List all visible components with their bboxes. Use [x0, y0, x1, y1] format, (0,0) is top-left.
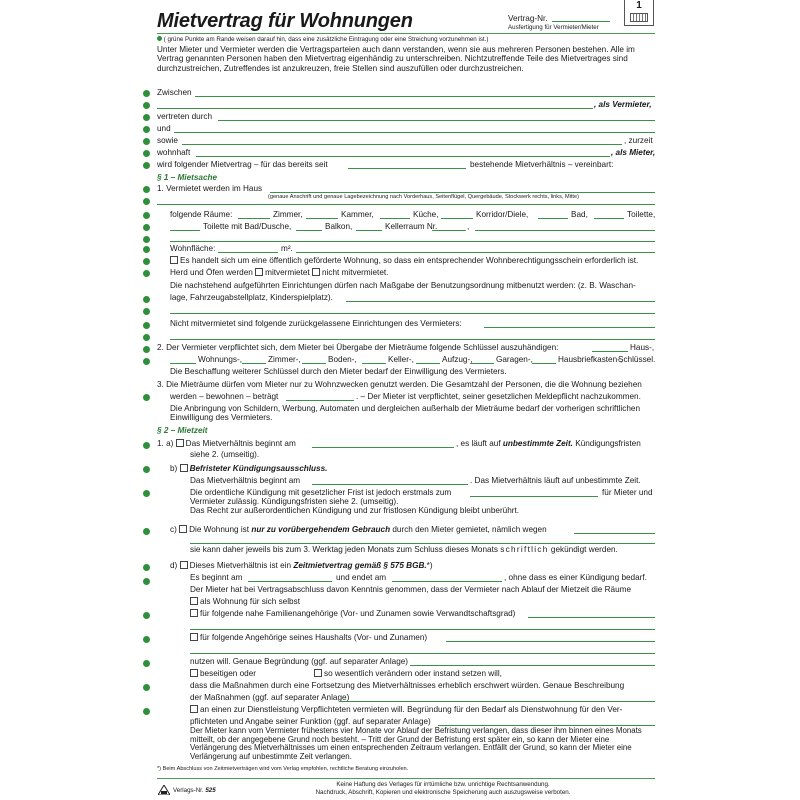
d-beginnt-label: Es beginnt am — [190, 573, 243, 582]
landlord-address-field[interactable] — [157, 108, 593, 109]
margin-dot — [143, 270, 150, 277]
margin-dot — [143, 564, 150, 571]
schluessel-intro: 2. Der Vermieter verpflichtet sich, dem Mieter bei Übergabe der Mieträume folgende Schlüssel auszuhändigen: — [157, 343, 559, 352]
s2-a-row — [157, 439, 296, 448]
page-title: Mietvertrag für Wohnungen — [157, 10, 413, 32]
margin-dot — [143, 308, 150, 315]
margin-dot — [143, 224, 150, 231]
bestehende-label: bestehende Mietverhältnis – vereinbart: — [470, 160, 614, 169]
keller-key-field[interactable] — [362, 363, 386, 364]
c-reason-field-2[interactable] — [190, 543, 655, 544]
garagen-key-label: Garagen-, — [496, 355, 533, 364]
raeume-label: folgende Räume: — [170, 210, 233, 219]
margin-dot — [143, 212, 150, 219]
balkon-count-field[interactable] — [296, 230, 322, 231]
margin-dot — [143, 660, 150, 667]
s2-c-l2a: sie kann daher jeweils bis zum 3. Werktag jeden Monats zum Schluss dieses Monats — [190, 545, 498, 554]
c-reason-field[interactable] — [574, 533, 655, 534]
eigenbedarf-label: als Wohnung für sich selbst — [200, 597, 300, 606]
contract-no-field[interactable] — [552, 21, 610, 22]
toilette-label: Toilette, — [627, 210, 656, 219]
comma-label: , — [467, 222, 470, 231]
dienst-funktion-label: pflichteten und Angabe seiner Funktion (ggf. auf separater Anlage) — [190, 717, 431, 726]
erschwert-text: dass die Maßnahmen durch eine Fortsetzung des Mietverhältnisses erheblich erschwert würden. Genaue Beschreibung — [190, 681, 625, 690]
margin-dot — [143, 102, 150, 109]
briefkasten-key-label: Hausbriefkasten-, — [558, 355, 623, 364]
personen-label: werden – bewohnen – beträgt — [170, 392, 279, 401]
befristet-checkbox[interactable] — [180, 464, 188, 472]
wohnungs-key-field[interactable] — [170, 363, 196, 364]
header-divider — [157, 33, 655, 34]
d-ohne-label: , ohne dass es einer Kündigung bedarf. — [504, 573, 647, 582]
einrichtungen-field[interactable] — [346, 301, 655, 302]
s2-a-sub: siehe 2. (umseitig). — [190, 450, 260, 459]
haus-key-label: Haus-, — [630, 343, 655, 352]
unbestimmte-zeit-label: unbestimmte Zeit. — [502, 439, 573, 448]
kellerraum-nr-field[interactable] — [432, 230, 466, 231]
wohnflaeche-field[interactable] — [218, 252, 278, 253]
herd-row — [170, 268, 388, 277]
margin-dot — [143, 346, 150, 353]
wohnhaft-label: wohnhaft — [157, 148, 191, 157]
representative-field[interactable] — [218, 120, 655, 121]
voruebergehend-label: nur zu vorübergehendem Gebrauch — [251, 525, 391, 534]
s2-d-row — [170, 561, 433, 570]
s2-b-row — [170, 464, 327, 473]
korridor-count-field[interactable] — [441, 218, 473, 219]
margin-dot — [143, 246, 150, 253]
d-beseitigen-row — [190, 669, 256, 678]
s1-p1-label: 1. Vermietet werden im Haus — [157, 184, 263, 193]
und-label: und — [157, 124, 171, 133]
nicht-mitvermietet-checkbox[interactable] — [312, 268, 320, 276]
voruebergehend-checkbox[interactable] — [179, 525, 187, 533]
nicht-mitvermietet-einr-field[interactable] — [484, 327, 655, 328]
section1-heading: § 1 – Mietsache — [157, 173, 218, 182]
schriftlich-label: schriftlich — [500, 545, 549, 554]
d-endet-label: und endet am — [336, 573, 387, 582]
verlag-row — [173, 787, 216, 794]
sowie-label: sowie — [157, 136, 178, 145]
s2-c-t1: Die Wohnung ist — [189, 525, 250, 534]
s2-a-text: Das Mietverhältnis beginnt am — [185, 439, 296, 448]
balkon-label: Balkon, — [325, 222, 353, 231]
aufzug-key-label: Aufzug-, — [442, 355, 473, 364]
house-field[interactable] — [270, 192, 655, 193]
margin-dot — [143, 258, 150, 265]
garagen-key-field[interactable] — [470, 363, 494, 364]
a-begin-field[interactable] — [312, 447, 454, 448]
margin-dot — [143, 114, 150, 121]
d-end-field[interactable] — [392, 581, 502, 582]
s2-a-mid: , es läuft auf — [456, 439, 501, 448]
margin-dot — [143, 358, 150, 365]
nutzen-label: nutzen will. Genaue Begründung (ggf. auf separater Anlage) — [190, 657, 409, 666]
haushalt-field-2[interactable] — [190, 653, 655, 654]
margin-dot — [143, 296, 150, 303]
vertreten-label: vertreten durch — [157, 112, 213, 121]
schluessel-label: Schlüssel. — [618, 355, 656, 364]
toilette-bad-count-field[interactable] — [170, 230, 200, 231]
margin-dot — [143, 612, 150, 619]
kammer-label: Kammer, — [341, 210, 374, 219]
margin-dot — [143, 708, 150, 715]
landlord-name-field[interactable] — [195, 96, 655, 97]
tenant-address-field[interactable] — [196, 156, 610, 157]
massnahmen-label: der Maßnahmen (ggf. auf separater Anlage) — [190, 693, 350, 702]
s2-c-num: c) — [170, 525, 177, 534]
green-dot-icon — [157, 36, 162, 41]
d-veraendern-row — [314, 669, 502, 678]
veraendern-label: so wesentlich verändern oder instand setzen will, — [324, 669, 502, 678]
nachdruck-text: Nachdruck, Abschrift, Kopieren und elektronische Speicherung auch auszugsweise verboten. — [315, 789, 571, 796]
aufzug-key-field[interactable] — [416, 363, 440, 364]
nicht-mitvermietet-einr-label: Nicht mitvermietet sind folgende zurückgelassene Einrichtungen des Vermieters: — [170, 319, 462, 328]
page-corner-box — [624, 0, 654, 26]
house-note: (genaue Anschrift und genaue Lagebezeichnung nach Vorderhaus, Seitenflügel, Quergebäude, Stockwerk rechts, links, Mitte) — [268, 194, 579, 200]
margin-dot — [143, 578, 150, 585]
dienstwohnung-checkbox[interactable] — [190, 705, 198, 713]
hint-text: ( grüne Punkte am Rande weisen darauf hin, dass eine zusätzliche Eintragung oder eine Streichung vorzunehmen ist.) — [157, 36, 488, 43]
m2-label: m². — [281, 244, 293, 253]
wohnflaeche-label: Wohnfläche: — [170, 244, 216, 253]
gefoerdert-checkbox[interactable] — [170, 256, 178, 264]
befristet-label: Befristeter Kündigungsausschluss. — [189, 464, 328, 473]
zwischen-label: Zwischen — [157, 88, 192, 97]
section2-heading: § 2 – Mietzeit — [157, 426, 208, 435]
footnote-text: *) Beim Abschluss von Zeitmietverträgen wird vom Verlag empfohlen, rechtliche Beratung einzuholen. — [157, 766, 409, 772]
margin-dot — [143, 442, 150, 449]
margin-dot — [143, 90, 150, 97]
wohnzweck-text: 3. Die Mieträume dürfen vom Mieter nur zu Wohnzwecken genutzt werden. Die Gesamtzahl der Personen, die die Wohnung beziehen — [157, 380, 642, 389]
s2-c-l2c: gekündigt werden. — [550, 545, 618, 554]
s2-b-l1b: . Das Mietverhältnis läuft auf unbestimmte Zeit. — [470, 476, 641, 485]
massnahmen-field[interactable] — [340, 701, 655, 702]
zimmer-key-field[interactable] — [242, 363, 266, 364]
boden-key-field[interactable] — [302, 363, 326, 364]
b-begin-field[interactable] — [312, 484, 468, 485]
gefoerdert-label: Es handelt sich um eine öffentlich geförderte Wohnung, so dass ein entsprechender Wohnberechtigungsschein erforderlich ist. — [180, 256, 639, 265]
als-vermieter-label: , als Vermieter, — [594, 100, 652, 109]
kellerraum-count-field[interactable] — [356, 230, 382, 231]
margin-dot — [143, 636, 150, 643]
keyboard-icon — [630, 13, 648, 22]
herd-label: Herd und Öfen werden — [170, 268, 253, 277]
tenant1-field[interactable] — [174, 132, 655, 133]
publisher-logo-icon — [158, 785, 170, 795]
toilette-bad-label: Toilette mit Bad/Dusche, — [203, 222, 292, 231]
kammer-count-field[interactable] — [306, 218, 338, 219]
keller-key-label: Keller-, — [388, 355, 414, 364]
familie-field-2[interactable] — [190, 629, 655, 630]
verlag-number: 525 — [205, 787, 216, 794]
nicht-mitvermietet-einr-field-2[interactable] — [170, 339, 655, 340]
dienstwohnung-label: an einen zur Dienstleistung Verpflichteten vermieten will. Begründung für den Bedarf als Dienstwohnung für den Ver- — [200, 705, 623, 714]
s2-b-num: b) — [170, 464, 178, 473]
s2-c-t2: durch den Mieter gemietet, nämlich wegen — [392, 525, 547, 534]
verlag-label: Verlags-Nr. — [173, 787, 204, 794]
toilette-count-field[interactable] — [594, 218, 624, 219]
haushalt-label: für folgende Angehörige seines Haushalts (Vor- und Zunamen) — [200, 633, 428, 642]
b-kuendigung-field[interactable] — [470, 496, 598, 497]
margin-dot — [143, 466, 150, 473]
haus-key-field[interactable] — [592, 351, 628, 352]
copy-label: Ausfertigung für Vermieter/Mieter — [508, 24, 599, 31]
since-date-field[interactable] — [348, 168, 466, 169]
s2-a-tail — [456, 439, 641, 448]
zimmer-key-label: Zimmer-, — [268, 355, 301, 364]
veraendern-checkbox[interactable] — [314, 669, 322, 677]
s2-b-l1: Das Mietverhältnis beginnt am — [190, 476, 301, 485]
page-number: 1 — [636, 0, 642, 11]
d-opt3-row — [190, 633, 427, 642]
margin-dot — [143, 322, 150, 329]
margin-dot — [143, 198, 150, 205]
korridor-label: Korridor/Diele, — [476, 210, 529, 219]
meldepflicht-text: . – Der Mieter ist verpflichtet, seiner gesetzlichen Meldepflicht nachzukommen. — [356, 392, 641, 401]
s2-b-l3: Vermieter zulässig. Kündigungsfristen siehe 2. (umseitig). — [190, 497, 399, 506]
nicht-mitvermietet-label: nicht mitvermietet. — [322, 268, 389, 277]
verlaengerung-text: Der Mieter kann vom Vermieter frühestens vier Monate vor Ablauf der Befristung verlangen, dass dieser ihm binnen eines Monats mitteilt, ob der angegebene Grund noch besteht. – Tritt der Grund der Befristung erst später ein, so kann der Mieter eine Verlängerung des Mietverhältnisses um einen entsprechenden Zeitraum verlangen. Entfällt der Grund, so kann der Mieter eine Verlängerung auf unbestimmte Zeit verlangen. — [190, 726, 642, 762]
kellerraum-label: Kellerraum Nr. — [385, 222, 438, 231]
margin-dot — [143, 490, 150, 497]
d-opt1-row — [190, 597, 300, 606]
einrichtungen-text-1: Die nachstehend aufgeführten Einrichtungen dürfen nach Maßgabe der Benutzungsordnung mitbenutzt werden: (z. B. Waschan- — [170, 281, 636, 290]
rooms-extra-field[interactable] — [475, 230, 655, 231]
margin-dot — [143, 334, 150, 341]
beschaffung-text: Die Beschaffung weiterer Schlüssel durch den Mieter bedarf der Einwilligung des Vermieters. — [170, 367, 507, 376]
einrichtungen-text-2: lage, Fahrzeugabstellplatz, Kinderspielplatz). — [170, 293, 333, 302]
house-field-2[interactable] — [157, 204, 655, 205]
beseitigen-label: beseitigen oder — [200, 669, 256, 678]
footer-divider — [157, 778, 655, 779]
als-mieter-label: , als Mieter, — [611, 148, 656, 157]
bad-label: Bad, — [571, 210, 588, 219]
haushalt-field[interactable] — [446, 641, 655, 642]
personen-field[interactable] — [286, 400, 354, 401]
zurzeit-label: , zurzeit — [624, 136, 653, 145]
familie-field[interactable] — [528, 617, 655, 618]
kueche-label: Küche, — [413, 210, 439, 219]
folgender-label: wird folgender Mietvertrag – für das bereits seit — [157, 160, 328, 169]
s2-b-l4: Das Recht zur außerordentlichen Kündigung und zur fristlosen Kündigung bleibt unberührt. — [190, 506, 520, 515]
zeitmietvertrag-label: Zeitmietvertrag gemäß § 575 BGB. — [293, 561, 427, 570]
d-dienst-row — [190, 705, 622, 714]
nutzen-field[interactable] — [410, 665, 655, 666]
margin-dot — [143, 126, 150, 133]
s2-d-num: d) — [170, 561, 178, 570]
mitvermietet-label: mitvermietet — [265, 268, 310, 277]
haftung-text: Keine Haftung des Verlages für irrtümliche bzw. unrichtige Rechtsanwendung. — [336, 781, 550, 788]
d-opt2-row — [190, 609, 515, 618]
s2-b-l2b: für Mieter und — [602, 488, 653, 497]
contract-no-label: Vertrag-Nr. — [508, 14, 548, 23]
familienangehoerige-label: für folgende nahe Familienangehörige (Vor- und Zunamen sowie Verwandtschaftsgrad) — [200, 609, 516, 618]
s2-d-l2: Der Mieter hat bei Vertragsabschluss davon Kenntnis genommen, dass der Vermieter nach Ablauf der Mietzeit die Räume — [190, 585, 631, 594]
wohnungs-key-label: Wohnungs-, — [198, 355, 242, 364]
unbestimmt-checkbox[interactable] — [176, 439, 184, 447]
haushalt-checkbox[interactable] — [190, 633, 198, 641]
margin-dot — [143, 236, 150, 243]
kueche-count-field[interactable] — [380, 218, 410, 219]
gefoerdert-row — [170, 256, 638, 265]
s2-a-end: Kündigungsfristen — [575, 439, 641, 448]
briefkasten-key-field[interactable] — [532, 363, 556, 364]
d-begin-field[interactable] — [248, 581, 332, 582]
intro-text: Unter Mieter und Vermieter werden die Vertragsparteien auch dann verstanden, wenn sie aus mehreren Personen bestehen. Alle im Vertrag genannten Personen haben den Mietvertrag eigenhändig zu unterschreiben. Nichtzutreffende Teile des Mietvertrages sind durchzustreichen, Zutreffendes ist anzukreuzen, freie Stellen sind auszufüllen oder durchzustreichen. — [157, 45, 635, 73]
s2-c-row — [170, 525, 547, 534]
zimmer-count-field[interactable] — [238, 218, 270, 219]
s2-a-num: 1. a) — [157, 439, 174, 448]
rooms-extra-field-2[interactable] — [170, 241, 655, 242]
wohnflaeche-extra-field[interactable] — [296, 252, 655, 253]
einrichtungen-field-2[interactable] — [170, 313, 655, 314]
schilder-text: Die Anbringung von Schildern, Werbung, Automaten und dergleichen außerhalb der Mieträume bedarf der vorherigen schriftlichen Einwilligung des Vermieters. — [170, 404, 640, 423]
margin-dot — [143, 138, 150, 145]
s2-c-l2 — [190, 545, 618, 554]
margin-dot — [143, 394, 150, 401]
beseitigen-checkbox[interactable] — [190, 669, 198, 677]
s2-b-l2: Die ordentliche Kündigung mit gesetzlicher Frist ist jedoch erstmals zum — [190, 488, 452, 497]
zimmer-label: Zimmer, — [273, 210, 303, 219]
footnote-star: *) — [426, 561, 433, 570]
bad-count-field[interactable] — [538, 218, 568, 219]
margin-dot — [143, 684, 150, 691]
margin-dot — [143, 162, 150, 169]
margin-dot — [143, 528, 150, 535]
zeitmietvertrag-checkbox[interactable] — [180, 561, 188, 569]
familienangehoerige-checkbox[interactable] — [190, 609, 198, 617]
margin-dot — [143, 186, 150, 193]
tenant2-field[interactable] — [182, 144, 622, 145]
margin-dot — [143, 150, 150, 157]
mitvermietet-checkbox[interactable] — [255, 268, 263, 276]
eigenbedarf-checkbox[interactable] — [190, 597, 198, 605]
boden-key-label: Boden-, — [328, 355, 357, 364]
s2-d-t1: Dieses Mietverhältnis ist ein — [189, 561, 292, 570]
